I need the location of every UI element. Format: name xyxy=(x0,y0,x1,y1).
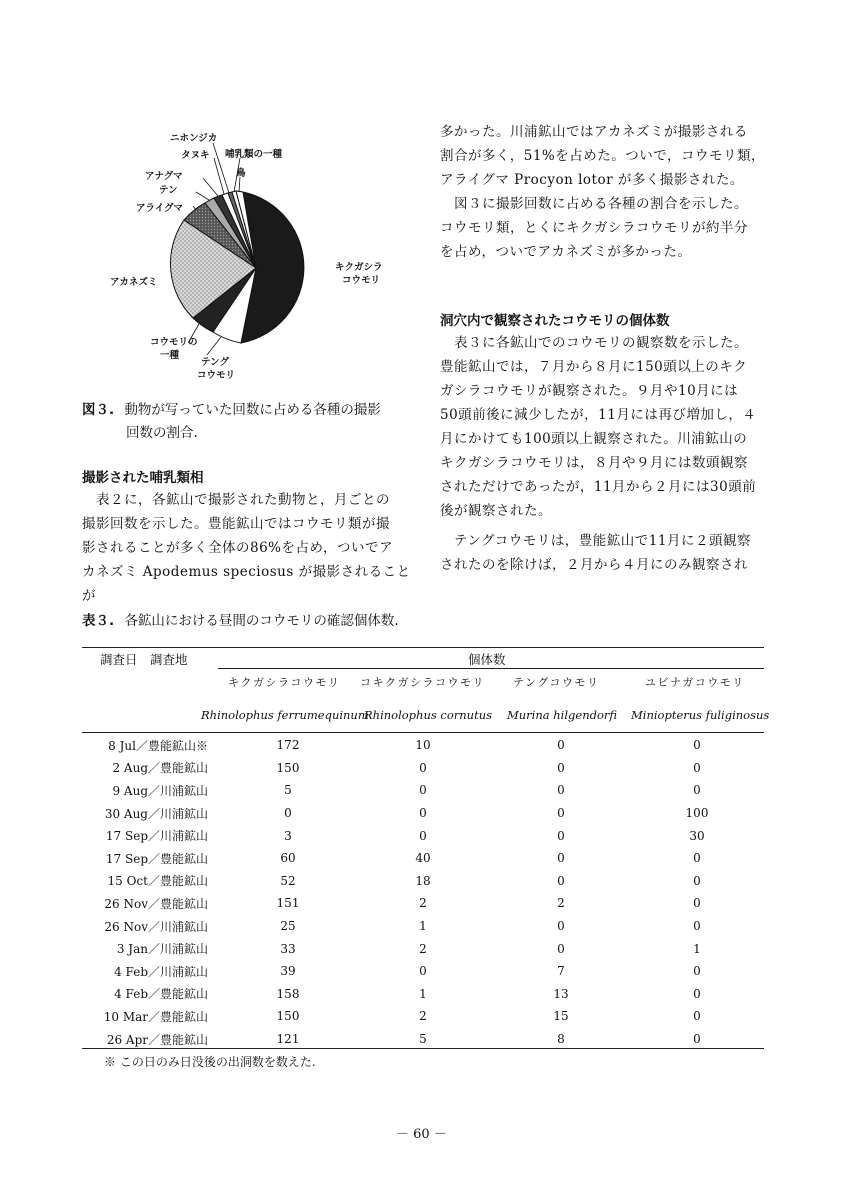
right-line: 後が観察された。 xyxy=(440,503,552,519)
label-tanuki: タヌキ xyxy=(181,150,210,161)
cell-date-site: 9 Aug／川浦鉱山 xyxy=(112,783,208,798)
cell-date-site: 30 Aug／川浦鉱山 xyxy=(104,806,208,821)
label-honyurui: 哺乳類の一種 xyxy=(225,149,283,160)
cell-count: 0 xyxy=(557,806,565,821)
cell-count: 0 xyxy=(693,1032,701,1047)
cell-count: 0 xyxy=(693,896,701,911)
label-kikugashira-l2: コウモリ xyxy=(342,275,381,286)
cell-count: 8 xyxy=(557,1032,565,1047)
label-koumori-isshu xyxy=(150,337,201,361)
table-row xyxy=(82,757,764,780)
table-row xyxy=(82,824,764,847)
right-line: 50頭前後に減少したが，11月には再び増加し，４ xyxy=(440,407,757,423)
section1-line: 撮影回数を示した。豊能鉱山ではコウモリ類が撮 xyxy=(82,516,390,532)
figure3-caption xyxy=(82,399,412,445)
table3 xyxy=(82,734,764,1050)
cell-count: 0 xyxy=(693,738,701,753)
table-row xyxy=(82,892,764,915)
label-akanezumi: アカネズミ xyxy=(110,277,158,288)
cell-count: 0 xyxy=(557,738,565,753)
cell-count: 0 xyxy=(419,760,427,775)
right-line: 図３に撮影回数に占める各種の割合を示した。 xyxy=(440,196,748,212)
cell-count: 1 xyxy=(693,941,701,956)
table-row xyxy=(82,802,764,825)
right-line: 月にかけても100頭以上観察された。川浦鉱山の xyxy=(440,431,748,447)
cell-count: 150 xyxy=(276,760,300,775)
label-nihonjika: ニホンジカ xyxy=(170,133,218,144)
cell-count: 0 xyxy=(693,919,701,934)
cell-count: 0 xyxy=(693,986,701,1001)
cell-date-site: 4 Feb／豊能鉱山 xyxy=(114,987,208,1002)
cell-count: 0 xyxy=(419,783,427,798)
cell-date-site: 17 Sep／豊能鉱山 xyxy=(105,851,208,866)
right-line: を占め，ついでアカネズミが多かった。 xyxy=(440,244,692,260)
page-number: － 60 － xyxy=(396,1127,447,1142)
cell-count: 1 xyxy=(419,919,427,934)
section-heading-bats: 洞穴内で観察されたコウモリの個体数 xyxy=(440,313,670,329)
cell-count: 0 xyxy=(557,851,565,866)
species-sci-2: Rhinolophus cornutus xyxy=(364,708,493,722)
cell-date-site: 3 Jan／川浦鉱山 xyxy=(116,942,208,957)
table-header-rule xyxy=(82,732,764,733)
cell-count: 39 xyxy=(280,964,296,979)
cell-count: 0 xyxy=(557,760,565,775)
cell-count: 0 xyxy=(557,873,565,888)
cell-date-site: 8 Jul／豊能鉱山※ xyxy=(108,738,208,753)
cell-count: 151 xyxy=(276,896,300,911)
cell-count: 2 xyxy=(419,941,427,956)
section1-line: 影されることが多く全体の86%を占め，ついでア xyxy=(82,540,393,556)
right-line: 表３に各鉱山でのコウモリの観察数を示した。 xyxy=(440,335,748,351)
right-line: 割合が多く，51%を占めた。ついで，コウモリ類， xyxy=(440,148,765,164)
section1-line: カネズミ Apodemus speciosus が撮影されることが xyxy=(82,564,411,604)
right-column-body xyxy=(440,120,775,264)
cell-count: 5 xyxy=(419,1032,427,1047)
right-line: されたのを除けば，２月から４月にのみ観察され xyxy=(440,557,748,573)
cell-count: 13 xyxy=(553,986,569,1001)
cell-count: 0 xyxy=(419,964,427,979)
cell-count: 5 xyxy=(284,783,292,798)
cell-count: 0 xyxy=(693,783,701,798)
cell-count: 0 xyxy=(693,851,701,866)
cell-count: 10 xyxy=(415,738,431,753)
cell-date-site: 26 Nov／川浦鉱山 xyxy=(104,919,208,934)
table-header-left: 調査日 調査地 xyxy=(100,652,188,667)
label-kikugashira-l1: キクガシラ xyxy=(335,262,383,273)
table-row xyxy=(82,870,764,893)
cell-count: 7 xyxy=(557,964,565,979)
cell-date-site: 26 Apr／豊能鉱山 xyxy=(106,1032,208,1047)
cell-count: 30 xyxy=(689,828,705,843)
species-sci-4: Miniopterus fuliginosus xyxy=(631,708,770,722)
cell-count: 52 xyxy=(280,873,296,888)
cell-count: 0 xyxy=(557,828,565,843)
table-row xyxy=(82,1028,764,1051)
cell-count: 2 xyxy=(557,896,565,911)
cell-date-site: 4 Feb／川浦鉱山 xyxy=(114,964,208,979)
label-kikugashira xyxy=(335,262,386,286)
table-top-rule xyxy=(82,647,764,648)
species-sci-1: Rhinolophus ferrumequinum xyxy=(201,708,369,722)
section1-line: 表２に，各鉱山で撮影された動物と，月ごとの xyxy=(82,492,390,508)
right-column-body2 xyxy=(440,331,775,577)
cell-count: 2 xyxy=(419,896,427,911)
label-ten: テン xyxy=(159,185,178,196)
cell-count: 150 xyxy=(276,1009,300,1024)
label-araiguma: アライグマ xyxy=(136,203,184,214)
right-line: されただけであったが，11月から２月には30頭前 xyxy=(440,479,757,495)
cell-date-site: 2 Aug／豊能鉱山 xyxy=(112,761,208,776)
cell-count: 1 xyxy=(419,986,427,1001)
cell-count: 0 xyxy=(693,873,701,888)
cell-date-site: 17 Sep／川浦鉱山 xyxy=(105,829,208,844)
table-row xyxy=(82,847,764,870)
right-line: ガシラコウモリが観察された。９月や10月には xyxy=(440,383,739,399)
figure3-text-line2: 回数の割合. xyxy=(126,425,198,441)
label-koumori-isshu-l2: 一種 xyxy=(160,350,180,361)
table3-label: 表３. xyxy=(82,613,115,629)
table3-body xyxy=(82,734,764,1050)
table3-caption xyxy=(82,610,399,633)
cell-count: 100 xyxy=(685,806,709,821)
species-jp-4: ユビナガコウモリ xyxy=(645,676,745,689)
cell-count: 3 xyxy=(284,828,292,843)
cell-count: 0 xyxy=(557,783,565,798)
cell-count: 0 xyxy=(693,964,701,979)
table-row xyxy=(82,1005,764,1028)
label-koumori-isshu-l1: コウモリの xyxy=(150,337,198,348)
cell-count: 0 xyxy=(693,760,701,775)
label-tengu-l1: テング xyxy=(201,357,229,368)
right-line: キクガシラコウモリは，８月や９月には数頭観察 xyxy=(440,455,748,471)
cell-count: 40 xyxy=(415,851,431,866)
right-line: 豊能鉱山では，７月から８月に150頭以上のキク xyxy=(440,359,748,375)
cell-date-site: 10 Mar／豊能鉱山 xyxy=(103,1009,208,1024)
cell-count: 172 xyxy=(276,738,300,753)
cell-count: 60 xyxy=(280,851,296,866)
cell-count: 2 xyxy=(419,1009,427,1024)
figure3-pie-chart xyxy=(95,120,435,395)
table3-footnote: ※ この日のみ日没後の出洞数を数えた. xyxy=(104,1055,316,1069)
right-line: テングコウモリは，豊能鉱山で11月に２頭観察 xyxy=(440,533,751,549)
label-tori: 鳥 xyxy=(236,168,246,179)
cell-count: 0 xyxy=(557,919,565,934)
table3-caption-text: 各鉱山における昼間のコウモリの確認個体数. xyxy=(124,613,399,629)
cell-count: 25 xyxy=(280,919,296,934)
table-row xyxy=(82,915,764,938)
table-row xyxy=(82,779,764,802)
cell-count: 18 xyxy=(415,873,431,888)
section-heading-mammals: 撮影された哺乳類相 xyxy=(82,470,204,486)
cell-count: 0 xyxy=(693,1009,701,1024)
cell-date-site: 15 Oct／豊能鉱山 xyxy=(107,874,208,889)
section1-body xyxy=(82,488,417,608)
cell-count: 33 xyxy=(280,941,296,956)
cell-count: 0 xyxy=(284,806,292,821)
right-line: アライグマ Procyon lotor が多く撮影された。 xyxy=(440,172,744,188)
table-header-group: 個体数 xyxy=(468,652,506,667)
table-row xyxy=(82,937,764,960)
table-row xyxy=(82,983,764,1006)
cell-count: 121 xyxy=(276,1032,300,1047)
figure3-text-line1: 動物が写っていた回数に占める各種の撮影 xyxy=(124,402,381,418)
right-line: 多かった。川浦鉱山ではアカネズミが撮影される xyxy=(440,124,748,140)
cell-date-site: 26 Nov／豊能鉱山 xyxy=(104,896,208,911)
cell-count: 0 xyxy=(419,828,427,843)
cell-count: 0 xyxy=(419,806,427,821)
table-row xyxy=(82,734,764,757)
label-tengu-l2: コウモリ xyxy=(197,370,236,381)
species-jp-3: テングコウモリ xyxy=(513,676,600,689)
label-tengu xyxy=(197,357,235,381)
table-group-rule xyxy=(218,668,764,669)
table-row xyxy=(82,960,764,983)
species-sci-3: Murina hilgendorfi xyxy=(507,708,618,722)
species-jp-1: キクガシラコウモリ xyxy=(228,676,341,689)
figure3-label: 図３. xyxy=(82,402,115,418)
cell-count: 15 xyxy=(553,1009,569,1024)
species-jp-2: コキクガシラコウモリ xyxy=(360,676,485,689)
label-anaguma: アナグマ xyxy=(145,171,183,182)
right-line: コウモリ類，とくにキクガシラコウモリが約半分 xyxy=(440,220,748,236)
cell-count: 158 xyxy=(276,986,300,1001)
cell-count: 0 xyxy=(557,941,565,956)
